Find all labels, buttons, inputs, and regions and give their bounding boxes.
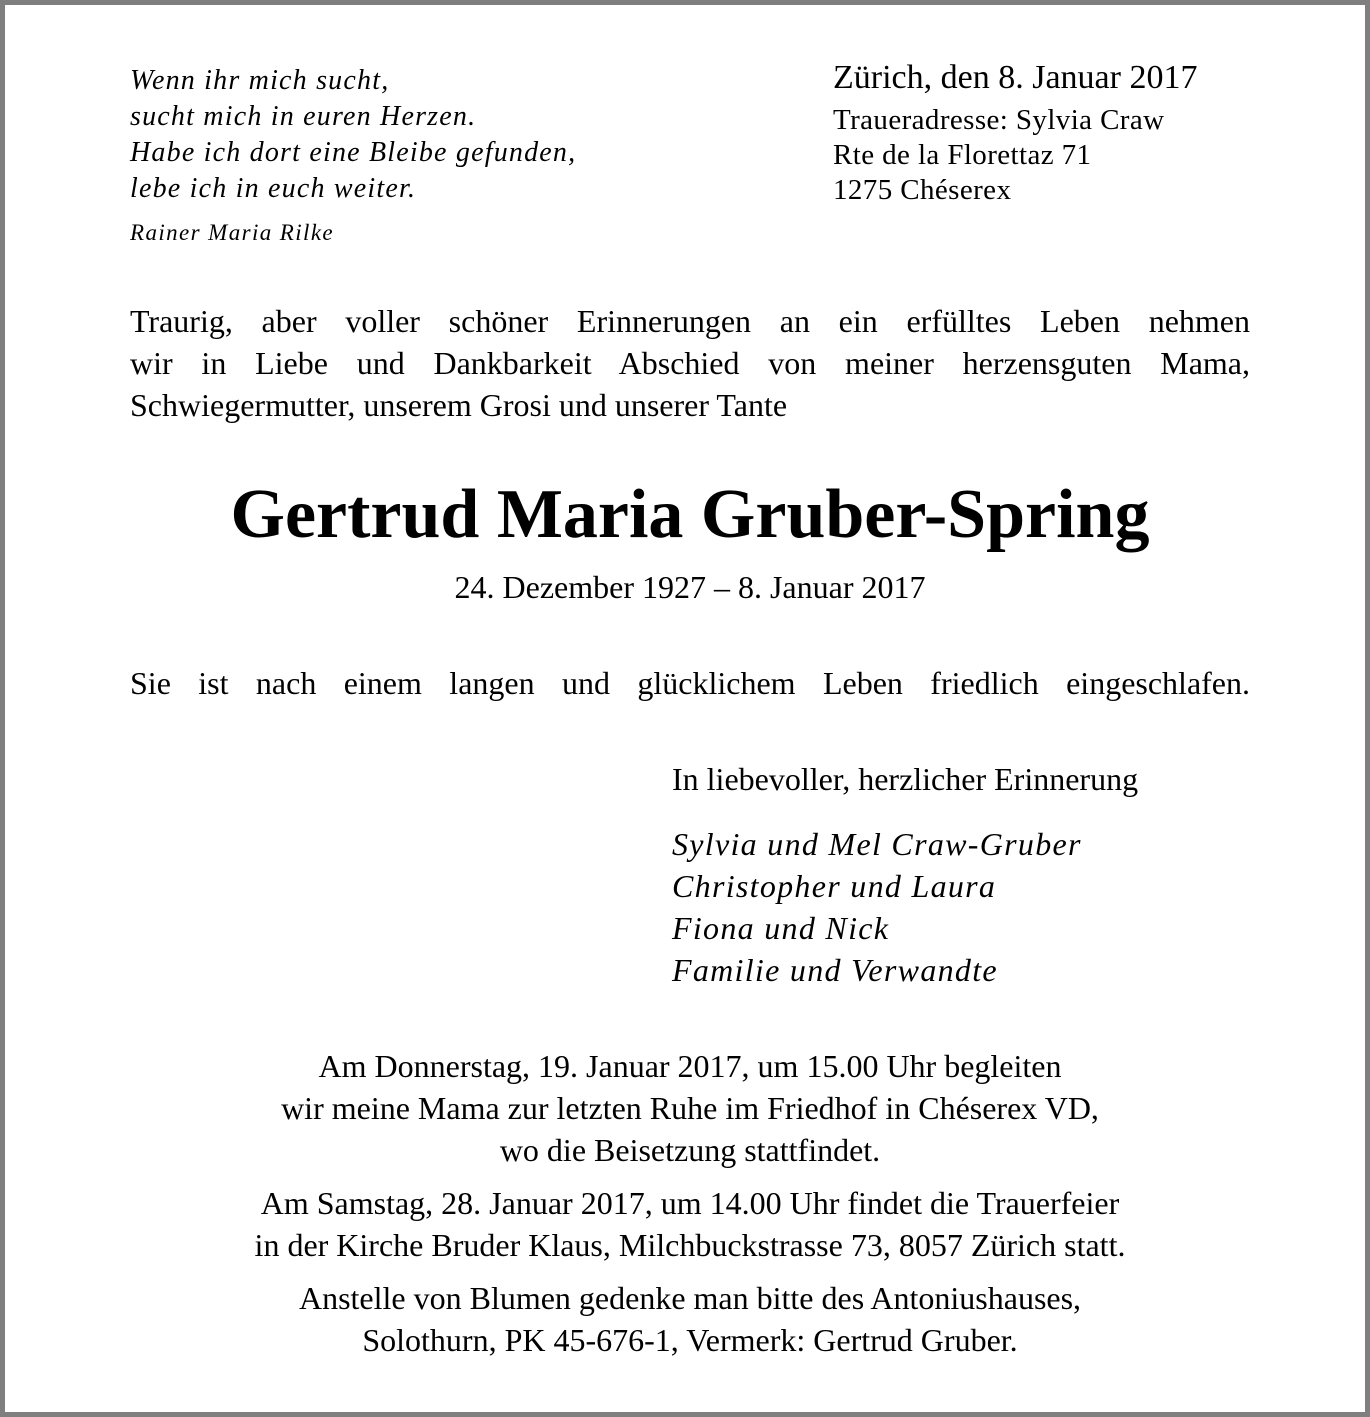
place-and-address (833, 57, 1253, 208)
address-line-2: Rte de la Florettaz 71 (833, 139, 1092, 171)
poem-line: Habe ich dort eine Bleibe gefunden, (130, 137, 577, 168)
service-notices (5, 1045, 1370, 1372)
signers-list (672, 823, 1082, 991)
ceremony-line: in der Kirche Bruder Klaus, Milchbuckstrasse 73, 8057 Zürich statt. (254, 1227, 1126, 1263)
burial-line: wo die Beisetzung stattfindet. (499, 1132, 881, 1168)
signer: Fiona und Nick (672, 910, 890, 946)
donation-line: Solothurn, PK 45-676-1, Vermerk: Gertrud Gruber. (362, 1322, 1018, 1358)
poem-line: lebe ich in euch weiter. (130, 173, 417, 204)
intro-paragraph (130, 300, 1250, 426)
closing-phrase: In liebevoller, herzlicher Erinnerung (672, 761, 1139, 797)
donation-line: Anstelle von Blumen gedenke man bitte des Antoniushauses, (298, 1280, 1082, 1316)
peaceful-statement: Sie ist nach einem langen und glücklichem Leben friedlich eingeschlafen. (130, 665, 1250, 701)
donation-notice (5, 1277, 1370, 1361)
intro-line: Schwiegermutter, unserem Grosi und unserer Tante (130, 387, 788, 423)
life-dates: 24. Dezember 1927 – 8. Januar 2017 (454, 569, 926, 605)
poem-line: sucht mich in euren Herzen. (130, 101, 477, 132)
place-date: Zürich, den 8. Januar 2017 (833, 59, 1198, 96)
signer: Sylvia und Mel Craw-Gruber (672, 826, 1082, 862)
address-line-3: 1275 Chéserex (833, 174, 1012, 206)
poem-line: Wenn ihr mich sucht, (130, 65, 390, 96)
ceremony-notice (5, 1182, 1370, 1266)
intro-line: wir in Liebe und Dankbarkeit Abschied von meiner herzensguten Mama, (130, 345, 1250, 381)
burial-notice (5, 1045, 1370, 1171)
burial-line: wir meine Mama zur letzten Ruhe im Friedhof in Chéserex VD, (281, 1090, 1099, 1126)
deceased-name: Gertrud Maria Gruber-Spring (230, 476, 1150, 553)
poem-author: Rainer Maria Rilke (130, 220, 335, 245)
poem-quote (130, 63, 576, 251)
address-line-1: Traueradresse: Sylvia Craw (833, 104, 1165, 136)
intro-line: Traurig, aber voller schöner Erinnerungen an ein erfülltes Leben nehmen (130, 303, 1250, 339)
signer: Familie und Verwandte (672, 952, 998, 988)
burial-line: Am Donnerstag, 19. Januar 2017, um 15.00 Uhr begleiten (318, 1048, 1062, 1084)
ceremony-line: Am Samstag, 28. Januar 2017, um 14.00 Uhr findet die Trauerfeier (260, 1185, 1120, 1221)
signer: Christopher und Laura (672, 868, 997, 904)
